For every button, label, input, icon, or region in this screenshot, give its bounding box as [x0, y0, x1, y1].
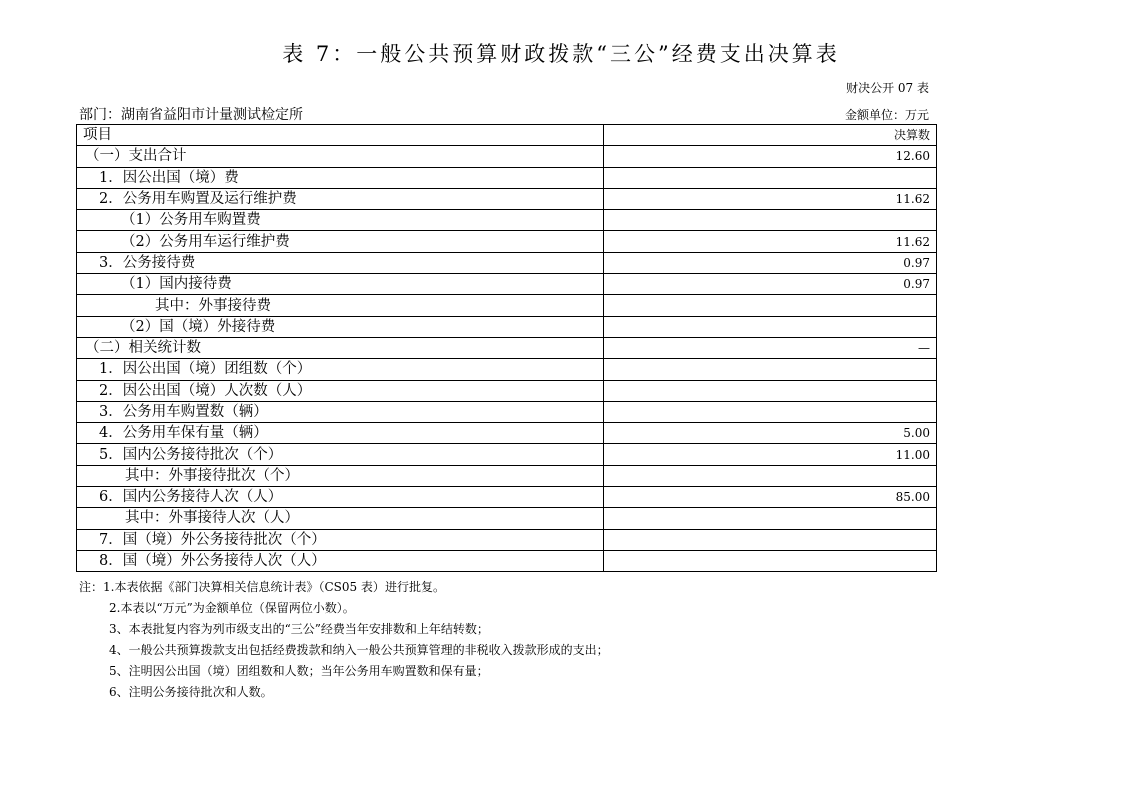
- table-row: [77, 231, 937, 252]
- table-row: [77, 487, 937, 508]
- row-value: 12.60: [604, 146, 937, 167]
- row-label: 2．公务用车购置及运行维护费: [77, 188, 604, 209]
- table-row: [77, 295, 937, 316]
- note-line: 6、注明公务接待批次和人数。: [109, 685, 273, 699]
- row-value: 11.00: [604, 444, 937, 465]
- table-row: [77, 252, 937, 273]
- row-label: 其中：外事接待人次（人）: [77, 508, 604, 529]
- note-line: 5、注明因公出国（境）团组数和人数；当年公务用车购置数和保有量；: [109, 664, 489, 678]
- row-label: 3．公务接待费: [77, 252, 604, 273]
- header-item: 项目: [77, 125, 604, 146]
- row-label: 8．国（境）外公务接待人次（人）: [77, 550, 604, 571]
- row-label: 5．国内公务接待批次（个）: [77, 444, 604, 465]
- table-row: [77, 188, 937, 209]
- table-header-row: [77, 125, 937, 146]
- table-row: [77, 337, 937, 358]
- table-row: [77, 401, 937, 422]
- row-value: 11.62: [604, 231, 937, 252]
- table-row: [77, 423, 937, 444]
- row-value: 0.97: [604, 274, 937, 295]
- note-line: 4、一般公共预算拨款支出包括经费拨款和纳入一般公共预算管理的非税收入拨款形成的支出；: [109, 643, 609, 657]
- row-value: [604, 210, 937, 231]
- row-value: 0.97: [604, 252, 937, 273]
- table-row: [77, 508, 937, 529]
- row-label: （1）公务用车购置费: [77, 210, 604, 231]
- table-row: [77, 529, 937, 550]
- row-value: [604, 550, 937, 571]
- row-label: （1）国内接待费: [77, 274, 604, 295]
- expense-table: [76, 124, 937, 572]
- page-title: 表 7：一般公共预算财政拨款“三公”经费支出决算表: [282, 42, 840, 66]
- table-row: [77, 316, 937, 337]
- table-row: [77, 550, 937, 571]
- row-label: 1．因公出国（境）费: [77, 167, 604, 188]
- row-label: 3．公务用车购置数（辆）: [77, 401, 604, 422]
- row-value: [604, 359, 937, 380]
- row-value: [604, 167, 937, 188]
- row-value: [604, 508, 937, 529]
- row-label: 6．国内公务接待人次（人）: [77, 487, 604, 508]
- row-label: 其中：外事接待批次（个）: [77, 465, 604, 486]
- header-value: 决算数: [604, 125, 937, 146]
- note-line: 2.本表以“万元”为金额单位（保留两位小数）。: [109, 601, 355, 615]
- table-row: [77, 465, 937, 486]
- form-code: 财决公开 07 表: [846, 81, 929, 95]
- row-label: 4．公务用车保有量（辆）: [77, 423, 604, 444]
- row-label: 1．因公出国（境）团组数（个）: [77, 359, 604, 380]
- table-row: [77, 167, 937, 188]
- department-label: 部门：湖南省益阳市计量测试检定所: [79, 107, 303, 123]
- row-value: [604, 401, 937, 422]
- row-value: 11.62: [604, 188, 937, 209]
- row-label: （2）国（境）外接待费: [77, 316, 604, 337]
- row-label: 2．因公出国（境）人次数（人）: [77, 380, 604, 401]
- table-row: [77, 380, 937, 401]
- unit-label: 金额单位：万元: [844, 108, 929, 122]
- row-value: [604, 529, 937, 550]
- row-value: [604, 295, 937, 316]
- row-value: [604, 380, 937, 401]
- row-value: —: [604, 337, 937, 358]
- row-value: [604, 316, 937, 337]
- table-row: [77, 444, 937, 465]
- row-label: （二）相关统计数: [77, 337, 604, 358]
- table-row: [77, 359, 937, 380]
- table-row: [77, 274, 937, 295]
- row-label: （一）支出合计: [77, 146, 604, 167]
- note-line: 3、本表批复内容为列市级支出的“三公”经费当年安排数和上年结转数；: [109, 622, 489, 636]
- row-value: 5.00: [604, 423, 937, 444]
- row-label: 7．国（境）外公务接待批次（个）: [77, 529, 604, 550]
- row-value: [604, 465, 937, 486]
- notes-section: [79, 577, 609, 703]
- table-row: [77, 210, 937, 231]
- row-label: （2）公务用车运行维护费: [77, 231, 604, 252]
- row-label: 其中：外事接待费: [77, 295, 604, 316]
- row-value: 85.00: [604, 487, 937, 508]
- table-row: [77, 146, 937, 167]
- note-line: 注：1.本表依据《部门决算相关信息统计表》（CS05 表）进行批复。: [79, 580, 445, 594]
